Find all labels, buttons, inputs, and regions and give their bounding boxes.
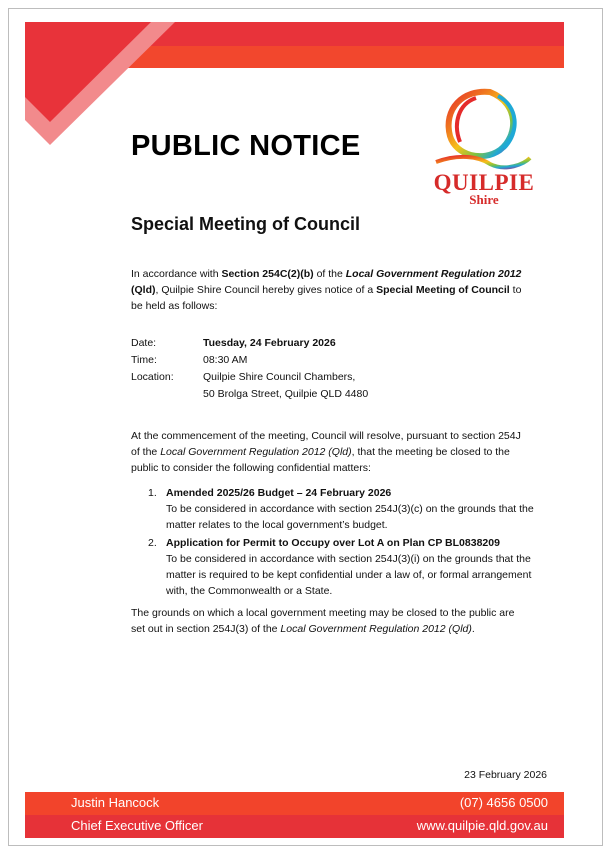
time-value: 08:30 AM bbox=[203, 354, 248, 366]
notice-subtitle: Special Meeting of Council bbox=[131, 214, 361, 234]
regulation-name: Local Government Regulation 2012 bbox=[345, 268, 522, 280]
intro-text: to be held as follows: bbox=[131, 284, 522, 312]
issue-date: 23 February 2026 bbox=[464, 769, 547, 781]
time-label: Time: bbox=[131, 354, 157, 366]
regulation-name: Local Government Regulation 2012 (Qld) bbox=[160, 446, 352, 458]
item-number: 1. bbox=[148, 487, 157, 499]
footer-row-1 bbox=[25, 792, 564, 815]
regulation-jurisdiction: (Qld) bbox=[131, 284, 156, 296]
intro-text: , Quilpie Shire Council hereby gives notice of a bbox=[155, 284, 377, 296]
website-link[interactable]: www.quilpie.qld.gov.au bbox=[416, 818, 548, 833]
intro-paragraph bbox=[131, 266, 531, 314]
regulation-name: Local Government Regulation 2012 (Qld) bbox=[280, 623, 472, 635]
ceo-title: Chief Executive Officer bbox=[71, 818, 203, 833]
quilpie-q-logo-icon bbox=[428, 84, 540, 174]
location-line-2: 50 Brolga Street, Quilpie QLD 4480 bbox=[203, 388, 369, 400]
footer-row-2 bbox=[25, 815, 564, 838]
grounds-text: . bbox=[471, 623, 475, 635]
logo-wordmark: QUILPIE bbox=[433, 170, 535, 195]
date-label: Date: bbox=[131, 337, 157, 349]
item-title: Application for Permit to Occupy over Lot A on Plan CP BL0838209 bbox=[166, 537, 500, 549]
grounds-text: The grounds on which a local government meeting may be closed to the public are set out in section 254J(3) of the bbox=[131, 607, 515, 635]
section-reference: Section 254C(2)(b) bbox=[221, 268, 314, 280]
date-value: Tuesday, 24 February 2026 bbox=[203, 337, 336, 349]
confidential-matters-list bbox=[148, 485, 538, 601]
item-title: Amended 2025/26 Budget – 24 February 2026 bbox=[166, 487, 392, 499]
item-description: To be considered in accordance with section 254J(3)(c) on the grounds that the matter relates to the local government’s budget. bbox=[166, 503, 534, 531]
grounds-paragraph bbox=[131, 605, 531, 637]
commencement-text: , that the meeting be closed to the public to consider the following confidential matters: bbox=[131, 446, 510, 474]
list-item bbox=[148, 485, 538, 533]
item-number: 2. bbox=[148, 537, 157, 549]
location-label: Location: bbox=[131, 371, 174, 383]
logo-subtext: Shire bbox=[469, 192, 499, 207]
location-line-1: Quilpie Shire Council Chambers, bbox=[203, 371, 356, 383]
footer-bar bbox=[25, 792, 564, 838]
quilpie-shire-logo bbox=[428, 84, 540, 209]
meeting-type: Special Meeting of Council bbox=[376, 284, 510, 296]
page-title: PUBLIC NOTICE bbox=[131, 130, 361, 162]
commencement-paragraph bbox=[131, 428, 531, 476]
commencement-text: At the commencement of the meeting, Council will resolve, pursuant to section 254J of the bbox=[131, 430, 521, 458]
intro-text: In accordance with bbox=[131, 268, 222, 280]
intro-text: of the bbox=[313, 268, 346, 280]
list-item bbox=[148, 535, 538, 599]
ceo-name: Justin Hancock bbox=[71, 795, 160, 810]
phone-number[interactable]: (07) 4656 0500 bbox=[459, 795, 548, 810]
item-description: To be considered in accordance with section 254J(3)(i) on the grounds that the matter is required to be kept confidential under a law of, or formal arrangement with, the Commonwealth or a State. bbox=[166, 553, 532, 597]
